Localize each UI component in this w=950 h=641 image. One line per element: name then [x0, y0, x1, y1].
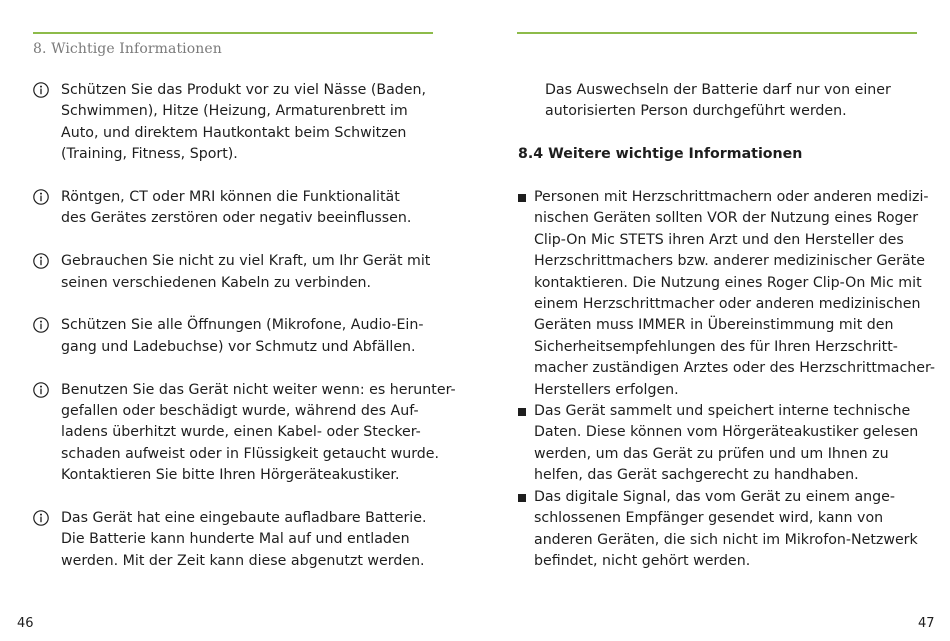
square-bullet-icon — [518, 494, 526, 502]
text-line: Schützen Sie das Produkt vor zu viel Nässe (Baden, — [61, 82, 427, 98]
text-line: gefallen oder beschädigt wurde, während des Auf- — [61, 403, 419, 420]
info-item — [33, 508, 453, 572]
text-line: Die Batterie kann hunderte Mal auf und entladen — [61, 531, 410, 548]
text-line: anderen Geräten, die sich nicht im Mikrofon-Netzwerk — [534, 531, 918, 548]
text-line: Röntgen, CT oder MRI können die Funktionalität — [61, 189, 400, 206]
text-line: Personen mit Herzschrittmachern oder anderen medizi- — [534, 189, 929, 205]
text-line: werden. Mit der Zeit kann diese abgenutzt werden. — [61, 552, 425, 569]
text-line: befindet, nicht gehört werden. — [534, 552, 751, 569]
text-line: einem Herzschrittmacher oder anderen medizinischen — [534, 296, 921, 313]
info-circle-icon — [33, 253, 49, 269]
bullet-item — [518, 487, 938, 573]
info-circle-icon — [33, 317, 49, 333]
text-line: Kontaktieren Sie bitte Ihren Hörgeräteakustiker. — [61, 467, 400, 484]
info-list — [33, 80, 456, 594]
text-line: Das Gerät hat eine eingebaute aufladbare Batterie. — [61, 510, 427, 527]
text-line: Sicherheitsempfehlungen des für Ihren Herzschritt- — [534, 338, 898, 355]
text-line: des Gerätes zerstören oder negativ beeinflussen. — [61, 210, 412, 227]
text-line: schlossenen Empfänger gesendet wird, kann von — [534, 510, 884, 527]
text-line: Benutzen Sie das Gerät nicht weiter wenn: es herunter- — [61, 381, 456, 398]
text-line: seinen verschiedenen Kabeln zu verbinden. — [61, 274, 372, 291]
info-circle-icon — [33, 382, 49, 398]
bullet-item — [518, 401, 938, 487]
text-line: Geräten muss IMMER in Übereinstimmung mit den — [534, 317, 894, 334]
header-rule — [33, 32, 433, 34]
text-line: Daten. Diese können vom Hörgeräteakustiker gelesen — [534, 424, 919, 441]
page-number-left: 46 — [17, 616, 34, 631]
right-content — [518, 80, 938, 572]
text-line: helfen, das Gerät sachgerecht zu handhaben. — [534, 467, 859, 484]
text-line: Das Gerät sammelt und speichert interne technische — [534, 403, 911, 420]
text-line: Herzschrittmachers bzw. anderer medizinischer Geräte — [534, 253, 925, 270]
text-line: Clip-On Mic STETS ihren Arzt und den Hersteller des — [534, 231, 904, 248]
continuation-paragraph — [518, 80, 938, 123]
section-heading: 8.4 Weitere wichtige Informationen — [518, 146, 803, 163]
text-line: ladens überhitzt wurde, einen Kabel- oder Stecker- — [61, 424, 421, 441]
text-line: (Training, Fitness, Sport). — [61, 146, 238, 163]
text-line: nischen Geräten sollten VOR der Nutzung eines Roger — [534, 210, 919, 227]
text-line: gang und Ladebuchse) vor Schmutz und Abfällen. — [61, 338, 416, 355]
square-bullet-icon — [518, 194, 526, 202]
right-page — [475, 0, 950, 641]
running-head: 8. Wichtige Informationen — [33, 41, 222, 57]
text-line: schaden aufweist oder in Flüssigkeit getaucht wurde. — [61, 445, 440, 462]
info-item — [33, 380, 456, 487]
bullet-list — [518, 187, 938, 572]
info-item — [33, 315, 453, 358]
text-line: Herstellers erfolgen. — [534, 381, 679, 398]
text-line: Das Auswechseln der Batterie darf nur von einer — [545, 82, 891, 98]
text-line: Auto, und direktem Hautkontakt beim Schwitzen — [61, 124, 407, 141]
info-circle-icon — [33, 189, 49, 205]
text-line: Gebrauchen Sie nicht zu viel Kraft, um Ihr Gerät mit — [61, 253, 431, 270]
text-line: kontaktieren. Die Nutzung eines Roger Clip-On Mic mit — [534, 274, 922, 291]
text-line: Das digitale Signal, das vom Gerät zu einem ange- — [534, 488, 895, 505]
text-line: Schwimmen), Hitze (Heizung, Armaturenbrett im — [61, 103, 408, 120]
bullet-item — [518, 187, 938, 401]
text-line: macher zuständigen Arztes oder des Herzschrittmacher- — [534, 360, 936, 377]
text-line: werden, um das Gerät zu prüfen und um Ihnen zu — [534, 445, 889, 462]
header-rule — [517, 32, 917, 34]
info-item — [33, 251, 453, 294]
page-number-right: 47 — [918, 616, 935, 631]
info-circle-icon — [33, 510, 49, 526]
text-line: Schützen Sie alle Öffnungen (Mikrofone, Audio-Ein- — [61, 317, 424, 334]
info-item — [33, 187, 453, 230]
square-bullet-icon — [518, 408, 526, 416]
info-circle-icon — [33, 82, 49, 98]
info-item — [33, 80, 453, 166]
text-line: autorisierten Person durchgeführt werden. — [545, 103, 847, 120]
